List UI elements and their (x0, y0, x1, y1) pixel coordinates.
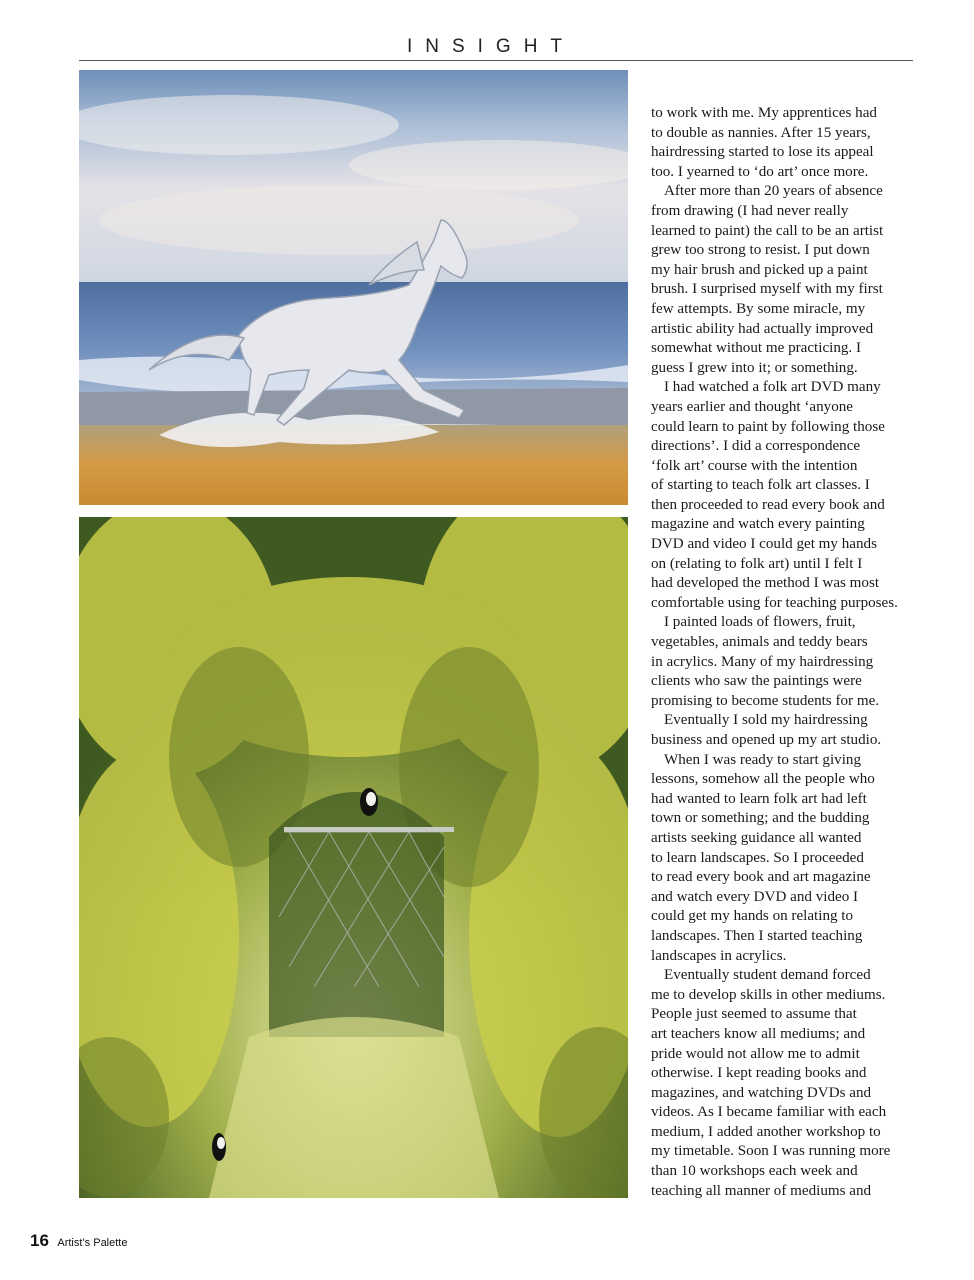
garden-painting (79, 517, 628, 1198)
page-footer (30, 1231, 127, 1251)
article-line: artists seeking guidance all wanted (651, 829, 862, 846)
article-line: to work with me. My apprentices had (651, 105, 877, 121)
article-line: I had watched a folk art DVD many (664, 379, 881, 396)
article-line: brush. I surprised myself with my first (651, 281, 883, 298)
publication-name: Artist’s Palette (57, 1237, 128, 1249)
article-line: I painted loads of flowers, fruit, (664, 614, 856, 631)
article-line: landscapes in acrylics. (651, 947, 787, 964)
article-line: teaching all manner of mediums and (651, 1182, 872, 1199)
article-line: to read every book and art magazine (651, 869, 871, 886)
article-line: magazines, and watching DVDs and (651, 1084, 872, 1101)
article-line: then proceeded to read every book and (651, 496, 885, 513)
article-line: landscapes. Then I started teaching (651, 927, 863, 944)
article-line: pride would not allow me to admit (651, 1045, 860, 1062)
page-number: 16 (30, 1231, 49, 1250)
article-line: art teachers know all mediums; and (651, 1025, 866, 1042)
article-line: than 10 workshops each week and (651, 1163, 858, 1180)
article-line: to double as nannies. After 15 years, (651, 124, 871, 141)
article-line: on (relating to folk art) until I felt I (651, 555, 863, 572)
article-line: business and opened up my art studio. (651, 732, 882, 748)
article-line: vegetables, animals and teddy bears (651, 634, 868, 651)
article-line: otherwise. I kept reading books and (651, 1065, 867, 1082)
article-line: somewhat without me practicing. I (651, 340, 862, 357)
article-line: magazine and watch every painting (651, 516, 865, 533)
article-line: town or something; and the budding (651, 810, 870, 827)
article-line: After more than 20 years of absence (664, 183, 883, 200)
article-line: clients who saw the paintings were (651, 673, 862, 690)
article-line: few attempts. By some miracle, my (651, 300, 866, 317)
article-line: artistic ability had actually improved (651, 320, 874, 337)
article-line: directions’. I did a correspondence (651, 438, 861, 455)
article-line: of starting to teach folk art classes. I (651, 477, 870, 494)
article-line: lessons, somehow all the people who (651, 771, 875, 788)
article-line: too. I yearned to ‘do art’ once more. (651, 163, 869, 180)
header-rule (79, 60, 913, 61)
article-body (651, 104, 921, 1201)
article-line: medium, I added another workshop to (651, 1123, 881, 1140)
horse-painting (79, 70, 628, 505)
article-line: my timetable. Soon I was running more (651, 1143, 891, 1160)
article-line: from drawing (I had never really (651, 202, 849, 219)
article-line: Eventually I sold my hairdressing (664, 712, 868, 729)
article-line: grew too strong to resist. I put down (651, 242, 870, 259)
article-line: comfortable using for teaching purposes. (651, 594, 898, 611)
article-line: had developed the method I was most (651, 575, 880, 592)
article-line: could get my hands on relating to (651, 908, 854, 925)
article-line: DVD and video I could get my hands (651, 536, 877, 553)
article-line: videos. As I became familiar with each (651, 1104, 887, 1121)
article-line: ‘folk art’ course with the intention (651, 457, 858, 474)
article-line: me to develop skills in other mediums. (651, 986, 886, 1003)
article-line: in acrylics. Many of my hairdressing (651, 653, 874, 670)
article-line: guess I grew into it; or something. (651, 359, 858, 376)
article-line: years earlier and thought ‘anyone (651, 398, 854, 415)
article-line: and watch every DVD and video I (651, 888, 859, 905)
article-line: hairdressing started to lose its appeal (651, 144, 874, 161)
article-line: People just seemed to assume that (651, 1006, 857, 1023)
article-line: learned to paint) the call to be an artist (651, 222, 884, 239)
article-line: my hair brush and picked up a paint (651, 261, 868, 278)
article-line: could learn to paint by following those (651, 418, 885, 435)
article-line: When I was ready to start giving (664, 751, 861, 768)
article-line: Eventually student demand forced (664, 967, 871, 984)
article-line: promising to become students for me. (651, 692, 880, 709)
article-line: to learn landscapes. So I proceeded (651, 849, 864, 866)
article-line: had wanted to learn folk art had left (651, 790, 867, 807)
section-header: INSIGHT (406, 36, 576, 57)
